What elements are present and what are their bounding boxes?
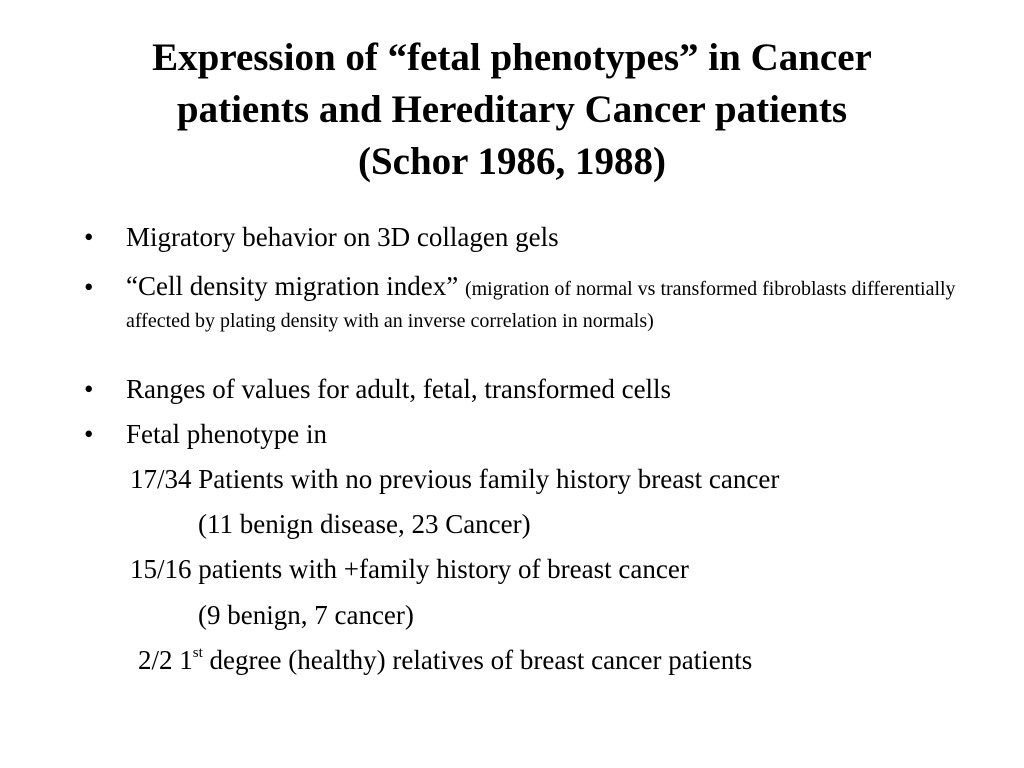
bullet-marker: • xyxy=(84,419,94,449)
bullet-text: “Cell density migration index” xyxy=(126,271,459,301)
bullet-text: Migratory behavior on 3D collagen gels xyxy=(126,222,559,252)
title-line-3: (Schor 1986, 1988) xyxy=(357,140,667,183)
sub-item-detail: (9 benign, 7 cancer) xyxy=(198,600,414,630)
title-line-1: Expression of “fetal phenotypes” in Cancer xyxy=(152,36,872,79)
sub-item: 15/16 patients with +family history of breast cancer xyxy=(130,554,689,584)
relatives-prefix: 2/2 1 xyxy=(138,645,193,675)
bullet-marker: • xyxy=(84,222,94,252)
title-line-2: patients and Hereditary Cancer patients xyxy=(176,88,848,131)
sub-item: 17/34 Patients with no previous family history breast cancer xyxy=(130,464,780,494)
sub-item-relatives xyxy=(138,644,752,676)
bullet-text: Fetal phenotype in xyxy=(126,419,327,449)
bullet-marker: • xyxy=(84,374,94,404)
bullet-note: (migration of normal vs transformed fibroblasts differentially affected by plating density with an inverse correlation in normals) xyxy=(126,278,956,332)
ordinal-superscript: st xyxy=(192,645,203,661)
sub-item-detail: (11 benign disease, 23 Cancer) xyxy=(198,509,531,539)
relatives-suffix: degree (healthy) relatives of breast cancer patients xyxy=(202,645,753,675)
bullet-marker: • xyxy=(84,272,94,302)
slide-title xyxy=(60,32,964,188)
bullet-text: Ranges of values for adult, fetal, transformed cells xyxy=(126,374,672,404)
bullet-text-with-note xyxy=(126,271,964,335)
